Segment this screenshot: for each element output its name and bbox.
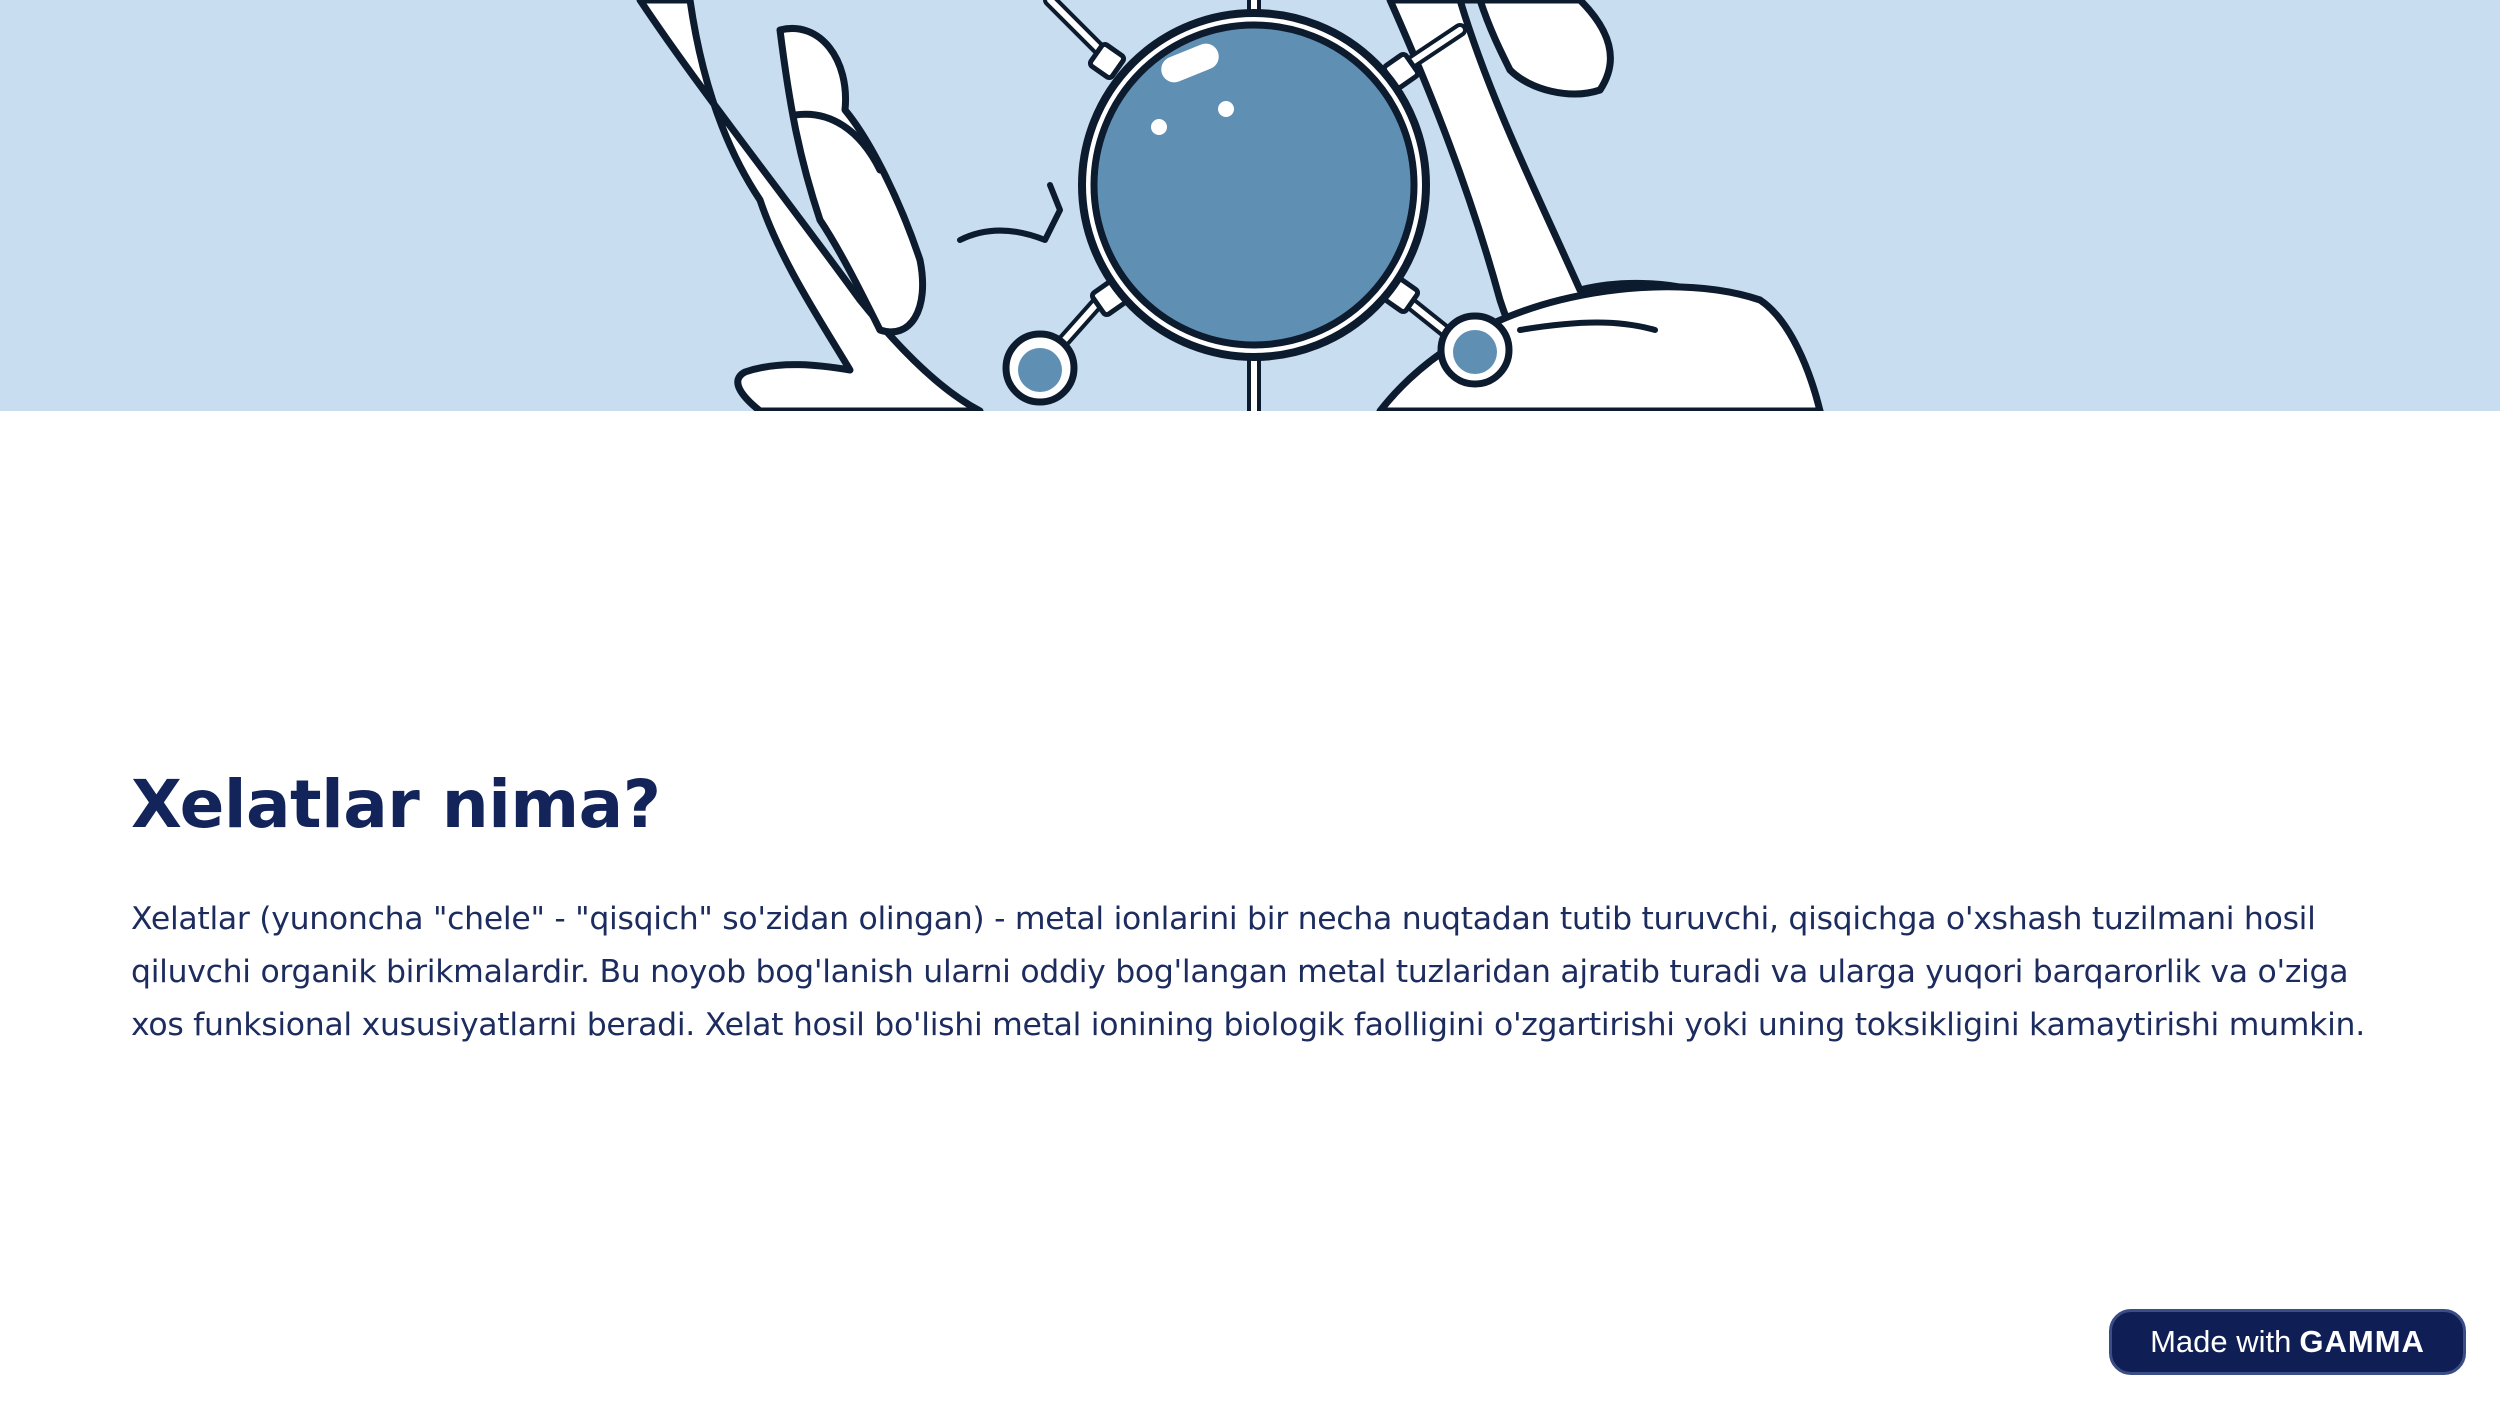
badge-prefix: Made with — [2150, 1324, 2292, 1359]
description-paragraph: Xelatlar (yunoncha "chele" - "qisqich" so'zidan olingan) - metal ionlarini bir necha nuqtadan tutib turuvchi, qisqichga o'xshash tuzilmani hosil qiluvchi organik birikmalardir. Bu noyob bog'lanish ularni oddiy bog'langan metal tuzlaridan ajratib turadi va ularga yuqori barqarorlik va o'ziga xos funksional xususiyatlarni beradi. Xelat hosil bo'lishi metal ionining biologik faolligini o'zgartirishi yoki uning toksikligini kamaytirishi mumkin. — [131, 901, 2365, 1043]
page-title: Xelatlar nima? — [131, 766, 661, 843]
made-with-gamma-badge[interactable] — [2109, 1309, 2466, 1375]
hands-molecule-illustration — [0, 0, 2500, 411]
hero-image — [0, 0, 2500, 411]
gamma-logo: GAMMA — [2299, 1324, 2425, 1359]
